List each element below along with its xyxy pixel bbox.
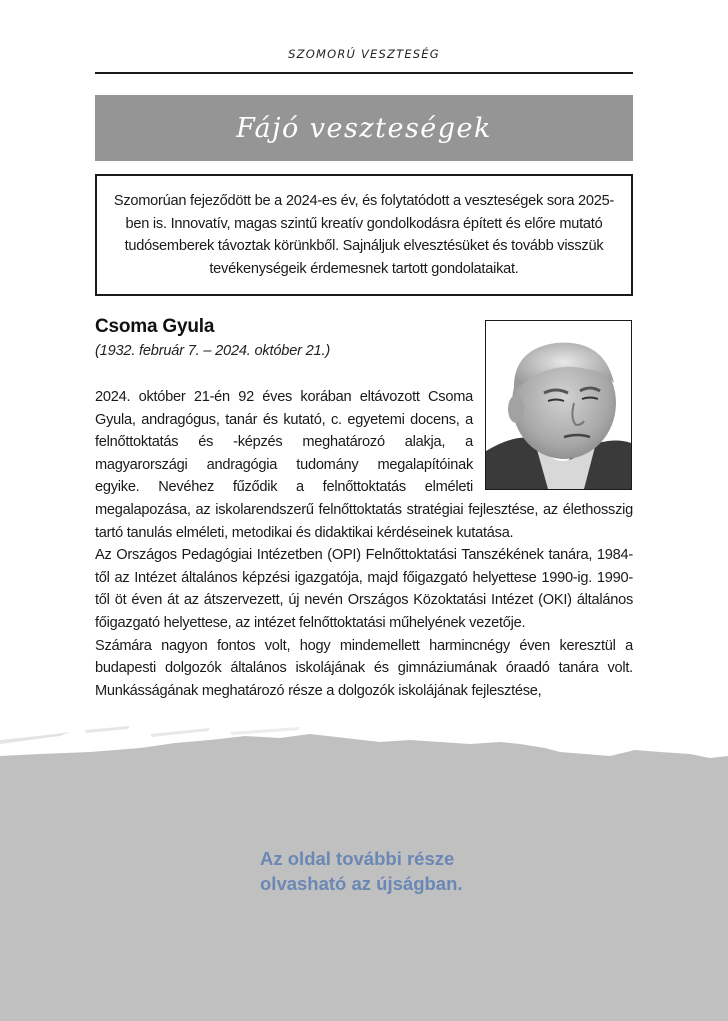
person-name: Csoma Gyula bbox=[95, 316, 215, 337]
paywall-notice bbox=[260, 846, 463, 896]
running-head: SZOMORÚ VESZTESÉG bbox=[288, 47, 440, 61]
article-body bbox=[95, 386, 633, 702]
paywall-line-2: olvasható az újságban. bbox=[260, 873, 463, 894]
header-rule bbox=[95, 72, 633, 74]
section-banner bbox=[95, 95, 633, 161]
intro-box bbox=[95, 174, 633, 296]
paywall-line-1: Az oldal további része bbox=[260, 848, 455, 869]
article-paragraph: Az Országos Pedagógiai Intézetben (OPI) Felnőttoktatási Tanszékének tanára, 1984-től az Intézet általános képzési igazgatója, majd főigazgató helyettese 1990-ig. 1990-től öt éven át az átszervezett, új nevén Országos Közoktatási Intézet (OKI) általános főigazgató helyettese, az intézet felnőttoktatási műhelyének vezetője. bbox=[95, 547, 633, 631]
article-paragraph: 2024. október 21-én 92 éves korában eltávozott Csoma Gyula, andragógus, tanár és kutató, c. egyetemi docens, a felnőttoktatás és -képzés meghatározó alakja, a magyarországi andragógia tudomány megalapítóinak egyike. Nevéhez fűződik a felnőttoktatás elméleti megalapozása, az iskolarendszerű felnőttoktatás stratégiai fejlesztése, az élethosszig tartó tanulás elméleti, metodikai és didaktikai kérdéseinek kutatása. bbox=[95, 389, 633, 541]
person-dates: (1932. február 7. – 2024. október 21.) bbox=[95, 343, 330, 359]
photo-wrap-space bbox=[473, 386, 633, 498]
article-paragraph: Számára nagyon fontos volt, hogy mindemellett harmincnégy éven keresztül a budapesti dolgozók általános iskolájának és gimnáziumának óraadó tanára volt. Munkásságának meghatározó része a dolgozók iskolájának fejlesztése, bbox=[95, 637, 633, 699]
intro-text: Szomorúan fejeződött be a 2024-es év, és folytatódott a veszteségek sora 2025-ben is. Innovatív, magas szintű kreatív gondolkodásra épített és előre mutató tudósemberek távoztak körünkből. Sajnáljuk elvesztésüket és tovább visszük tevékenységeik érdemesnek tartott gondolataikat. bbox=[113, 193, 615, 277]
banner-title: Fájó veszteségek bbox=[236, 112, 492, 144]
